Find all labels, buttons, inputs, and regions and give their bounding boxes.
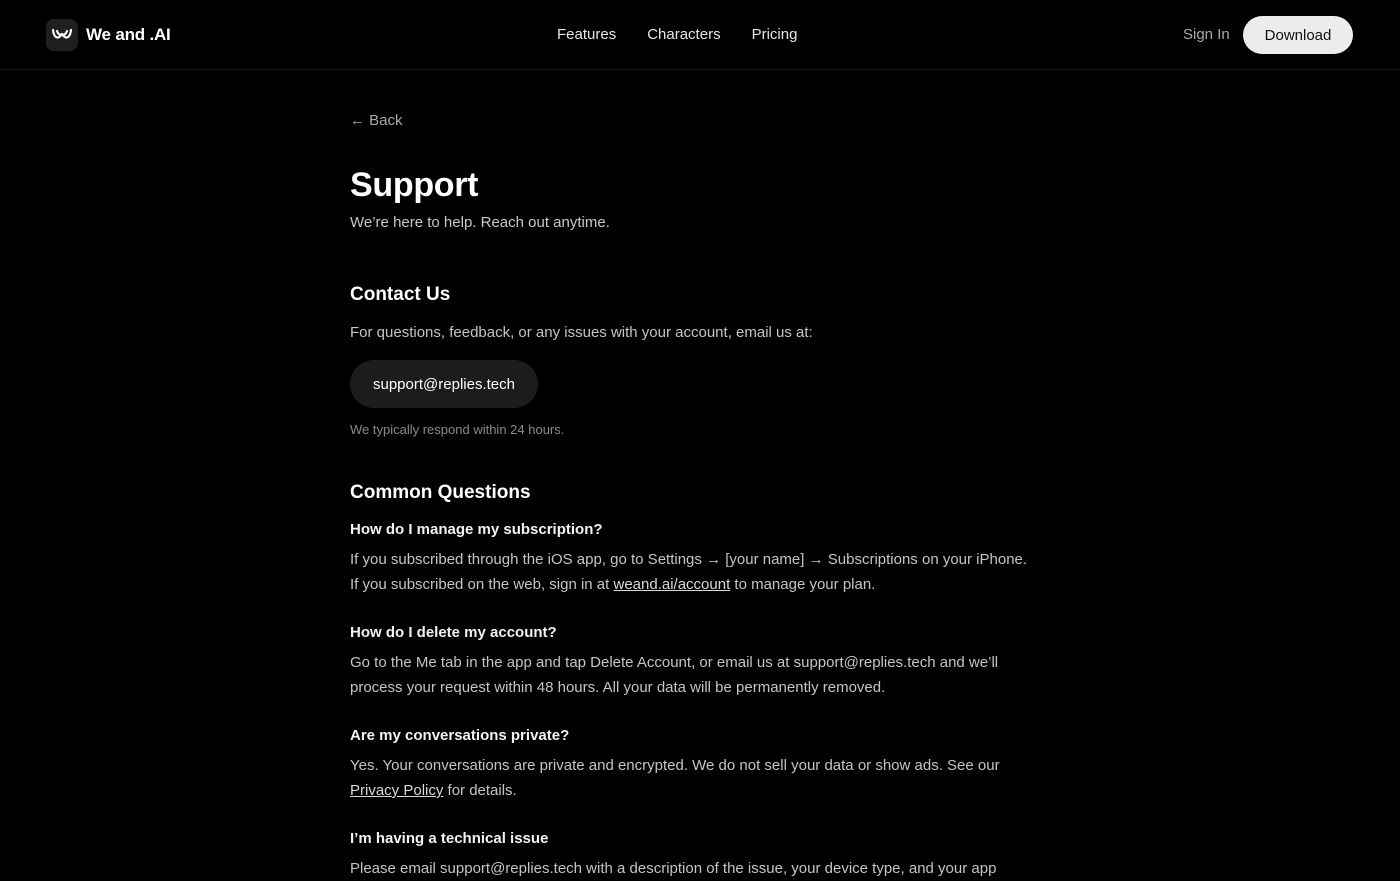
faq-question-delete-account: How do I delete my account? bbox=[350, 624, 557, 641]
privacy-policy-link[interactable]: Privacy Policy bbox=[350, 782, 444, 799]
support-email-button[interactable]: support@replies.tech bbox=[350, 360, 538, 408]
faq-answer-privacy-line1: Yes. Your conversations are private and encrypted. We do not sell your data or show ads. See our bbox=[350, 757, 1000, 774]
faq-question-technical-issue: I’m having a technical issue bbox=[350, 830, 549, 847]
top-navigation-bar bbox=[0, 0, 1400, 70]
brand[interactable] bbox=[46, 19, 171, 51]
faq-answer-technical-line1: Please email support@replies.tech with a description of the issue, your device type, and your app bbox=[350, 860, 997, 877]
faq-question-subscription: How do I manage my subscription? bbox=[350, 521, 603, 538]
nav-link-pricing[interactable]: Pricing bbox=[751, 26, 798, 43]
faq-answer-text: to manage your plan. bbox=[730, 576, 876, 593]
faq-answer-privacy-line2 bbox=[350, 778, 1070, 803]
faq-answer-subscription-line1: If you subscribed through the iOS app, go to Settings → [your name] → Subscriptions on your iPhone. bbox=[350, 551, 1028, 568]
faq-heading: Common Questions bbox=[350, 482, 531, 503]
faq-question-privacy: Are my conversations private? bbox=[350, 727, 570, 744]
download-button[interactable]: Download bbox=[1243, 16, 1353, 54]
brand-name: We and .AI bbox=[86, 25, 171, 44]
page-title: Support bbox=[350, 166, 479, 204]
response-time-note: We typically respond within 24 hours. bbox=[350, 422, 565, 437]
nav-link-characters[interactable]: Characters bbox=[647, 26, 721, 43]
faq-answer-delete-line2: process your request within 48 hours. All your data will be permanently removed. bbox=[350, 679, 886, 696]
brand-logo-icon bbox=[46, 19, 78, 51]
contact-heading: Contact Us bbox=[350, 284, 451, 305]
faq-answer-text: If you subscribed on the web, sign in at bbox=[350, 576, 614, 593]
nav-link-features[interactable]: Features bbox=[557, 26, 617, 43]
faq-answer-delete-line1: Go to the Me tab in the app and tap Delete Account, or email us at support@replies.tech and we’ll bbox=[350, 654, 999, 671]
sign-in-link[interactable]: Sign In bbox=[1183, 26, 1230, 43]
main-nav bbox=[557, 25, 828, 45]
page-subtitle: We’re here to help. Reach out anytime. bbox=[350, 214, 610, 231]
contact-text: For questions, feedback, or any issues with your account, email us at: bbox=[350, 324, 813, 341]
faq-answer-text: for details. bbox=[443, 782, 517, 799]
back-link[interactable]: ← Back bbox=[350, 112, 403, 129]
account-link[interactable]: weand.ai/account bbox=[613, 576, 731, 593]
faq-answer-subscription-line2 bbox=[350, 572, 1070, 597]
